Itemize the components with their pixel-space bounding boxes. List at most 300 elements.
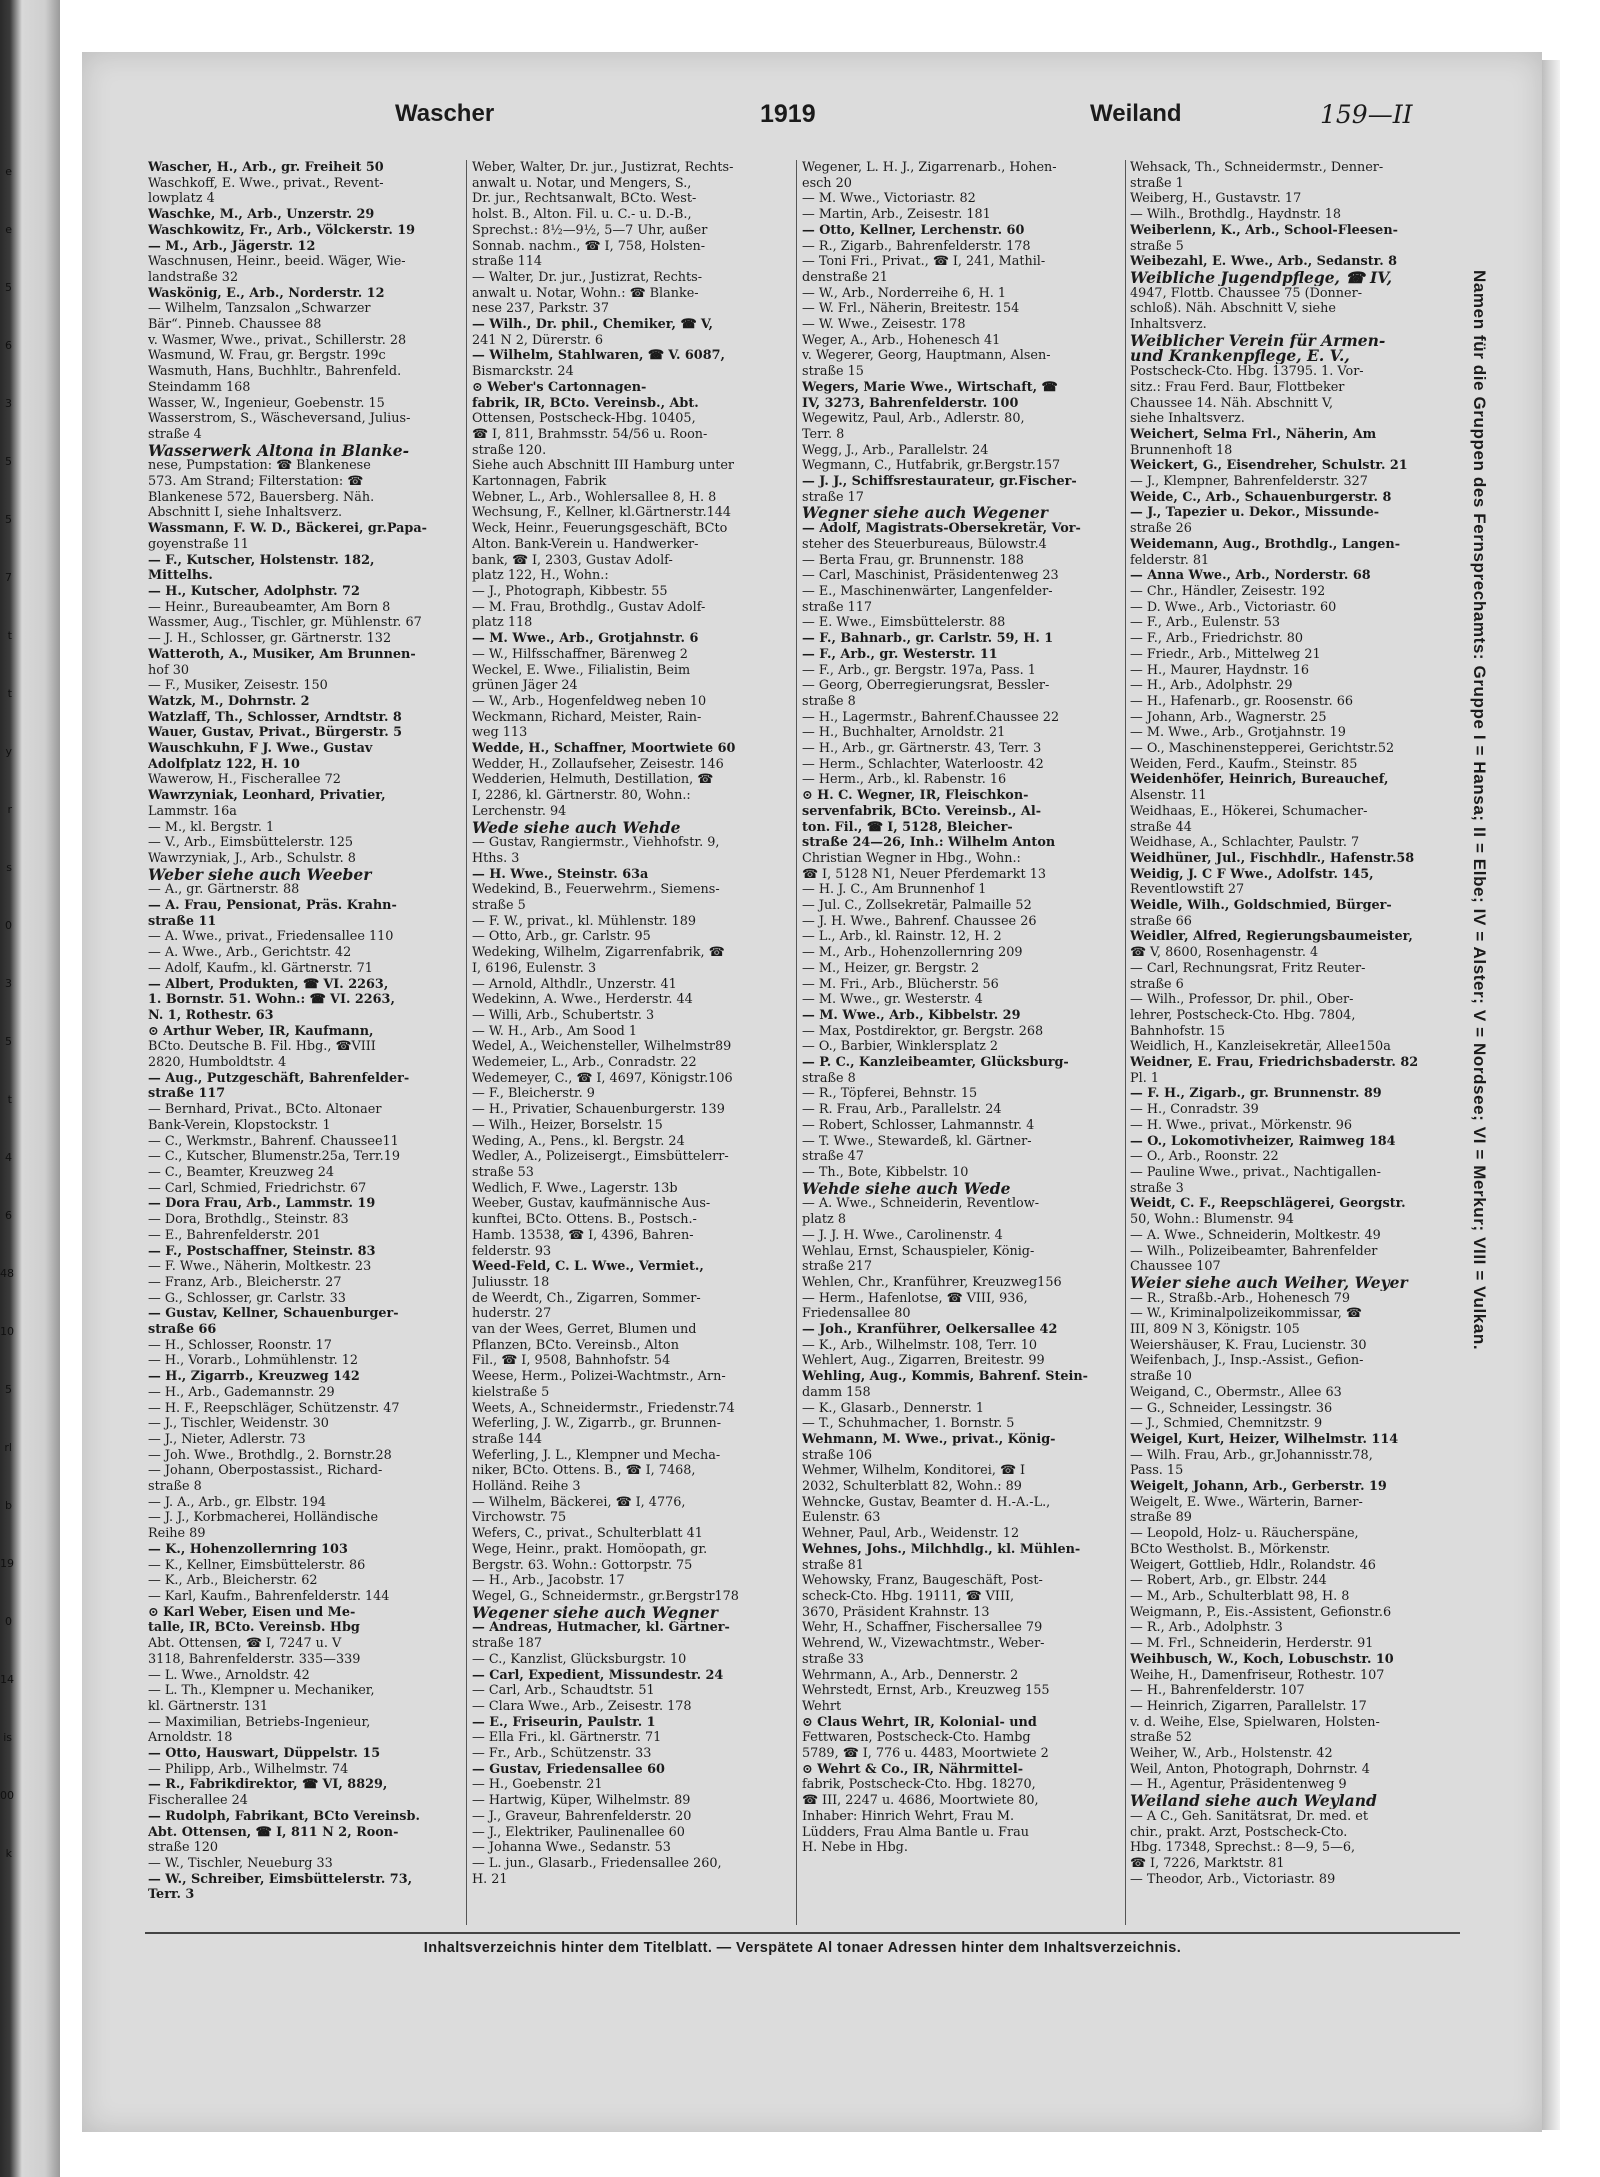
directory-entry: — O., Maschinenstepperei, Gerichtstr.52: [1130, 741, 1395, 757]
directory-entry: Abt. Ottensen, ☎ I, 811 N 2, Roon-: [148, 1824, 399, 1840]
directory-entry: straße 81: [802, 1557, 864, 1573]
directory-entry: I, 2286, kl. Gärtnerstr. 80, Wohn.:: [472, 788, 691, 804]
fragment-glyph: 5: [5, 513, 12, 526]
directory-entry: niker, BCto. Ottens. B., ☎ I, 7468,: [472, 1463, 696, 1479]
directory-entry: — Georg, Oberregierungsrat, Bessler-: [802, 678, 1050, 694]
directory-entry: straße 4: [148, 426, 202, 442]
fragment-glyph: b: [5, 1499, 12, 1512]
directory-entry: Wegner siehe auch Wegener: [802, 505, 1048, 522]
directory-entry: Pass. 15: [1130, 1463, 1184, 1479]
fragment-glyph: 5: [5, 455, 12, 468]
directory-entry: kl. Gärtnerstr. 131: [148, 1698, 269, 1714]
directory-entry: — Johann, Oberpostassist., Richard-: [148, 1463, 383, 1479]
directory-entry: Waskönig, E., Arb., Norderstr. 12: [148, 285, 385, 301]
directory-entry: — F. H., Zigarb., gr. Brunnenstr. 89: [1130, 1086, 1382, 1102]
directory-entry: — Carl, Maschinist, Präsidentenweg 23: [802, 568, 1059, 584]
directory-entry: — L. jun., Glasarb., Friedensallee 260,: [472, 1855, 722, 1871]
directory-entry: — Leopold, Holz- u. Räucherspäne,: [1130, 1526, 1359, 1542]
directory-entry: — Fr., Arb., Schützenstr. 33: [472, 1746, 652, 1762]
directory-entry: weg 113: [472, 725, 528, 741]
directory-entry: — Joh. Wwe., Brothdlg., 2. Bornstr.28: [148, 1447, 392, 1463]
directory-entry: Weidt, C. F., Reepschlägerei, Georgstr.: [1130, 1196, 1406, 1212]
directory-entry: Dr. jur., Rechtsanwalt, BCto. West-: [472, 191, 697, 207]
directory-entry: Waschkoff, E. Wwe., privat., Revent-: [148, 175, 384, 191]
column-1: [148, 160, 463, 1925]
directory-entry: — Herm., Arb., kl. Rabenstr. 16: [802, 772, 1007, 788]
directory-entry: Inhaber: Hinrich Wehrt, Frau M.: [802, 1808, 1015, 1824]
directory-entry: I, 6196, Eulenstr. 3: [472, 960, 597, 976]
directory-entry: straße 8: [148, 1479, 202, 1495]
directory-entry: Wedekinn, A. Wwe., Herderstr. 44: [472, 992, 693, 1008]
directory-entry: — O., Lokomotivheizer, Raimweg 184: [1130, 1133, 1396, 1149]
directory-entry: — Th., Bote, Kibbelstr. 10: [802, 1165, 969, 1180]
directory-entry: — M., Heizer, gr. Bergstr. 2: [802, 960, 980, 976]
fragment-glyph: t: [7, 629, 12, 642]
directory-entry: 2820, Humboldtstr. 4: [148, 1055, 287, 1071]
directory-entry: Wegers, Marie Wwe., Wirtschaft, ☎: [802, 379, 1058, 395]
directory-entry: — Friedr., Arb., Mittelweg 21: [1130, 646, 1321, 662]
directory-entry: Weding, A., Pens., kl. Bergstr. 24: [472, 1133, 685, 1149]
directory-entry: — A C., Geh. Sanitätsrat, Dr. med. et: [1130, 1808, 1368, 1824]
directory-entry: — E., Friseurin, Paulstr. 1: [472, 1714, 656, 1730]
directory-entry: straße 187: [472, 1636, 543, 1652]
directory-entry: — J., Klempner, Bahrenfelderstr. 327: [1130, 474, 1368, 490]
directory-entry: — Willi, Arb., Schubertstr. 3: [472, 1007, 655, 1023]
directory-entry: kunftei, BCto. Ottens. B., Postsch.-: [472, 1212, 697, 1228]
directory-entry: Wegel, G., Schneidermstr., gr.Bergstr178: [472, 1588, 739, 1604]
directory-entry: — Dora Frau, Arb., Lammstr. 19: [148, 1196, 376, 1212]
directory-entry: Reihe 89: [148, 1526, 206, 1542]
directory-entry: Weide, C., Arb., Schauenburgerstr. 8: [1130, 489, 1392, 505]
directory-entry: — J. J., Schiffsrestaurateur, gr.Fischer-: [802, 474, 1077, 490]
directory-entry: straße 120.: [472, 442, 547, 458]
directory-entry: fabrik, Postscheck-Cto. Hbg. 18270,: [802, 1777, 1036, 1793]
directory-entry: — F., Postschaffner, Steinstr. 83: [148, 1243, 376, 1259]
directory-entry: Alton. Bank-Verein u. Handwerker-: [472, 536, 699, 552]
directory-entry: — W., Arb., Norderreihe 6, H. 1: [802, 285, 1007, 301]
directory-entry: — M. Wwe., Victoriastr. 82: [802, 191, 976, 207]
directory-entry: straße 66: [148, 1322, 217, 1338]
directory-entry: — Philipp, Arb., Wilhelmstr. 74: [148, 1761, 349, 1777]
directory-entry: — Clara Wwe., Arb., Zeisestr. 178: [472, 1698, 692, 1714]
directory-entry: — H., Arb., gr. Gärtnerstr. 43, Terr. 3: [802, 741, 1042, 757]
directory-entry: — K., Glasarb., Dennerstr. 1: [802, 1400, 984, 1416]
directory-entry: Pflanzen, BCto. Vereinsb., Alton: [472, 1337, 679, 1353]
directory-entry: Wawrzyniak, J., Arb., Schulstr. 8: [148, 850, 356, 866]
fragment-glyph: 6: [5, 1209, 12, 1222]
fragment-glyph: 19: [0, 1557, 14, 1570]
directory-entry: Weidemann, Aug., Brothdlg., Langen-: [1130, 536, 1401, 552]
directory-entry: straße 117: [148, 1086, 226, 1102]
fragment-glyph: 48: [0, 1267, 14, 1280]
directory-entry: Weger, A., Arb., Hohenesch 41: [802, 332, 1001, 348]
directory-entry: — M. Frau, Brothdlg., Gustav Adolf-: [472, 599, 706, 615]
directory-entry: 3118, Bahrenfelderstr. 335—339: [148, 1651, 361, 1667]
directory-entry: — Martin, Arb., Zeisestr. 181: [802, 207, 991, 223]
directory-entry: — Wilhelm, Bäckerei, ☎ I, 4776,: [472, 1494, 686, 1510]
directory-entry: Weidner, E. Frau, Friedrichsbaderstr. 82: [1130, 1055, 1419, 1071]
directory-entry: — J., Graveur, Bahrenfelderstr. 20: [472, 1808, 692, 1824]
directory-entry: Wedderien, Helmuth, Destillation, ☎: [472, 772, 714, 788]
directory-entry: — R. Frau, Arb., Parallelstr. 24: [802, 1102, 1002, 1118]
directory-entry: huderstr. 27: [472, 1306, 552, 1322]
directory-entry: Wehlert, Aug., Zigarren, Breitestr. 99: [802, 1353, 1045, 1369]
directory-entry: — M., kl. Bergstr. 1: [148, 819, 275, 835]
directory-entry: Wasserstrom, S., Wäscheversand, Julius-: [148, 411, 411, 427]
directory-entry: Brunnenhoft 18: [1130, 442, 1233, 458]
fragment-glyph: 5: [5, 1035, 12, 1048]
directory-entry: Kartonnagen, Fabrik: [472, 474, 607, 490]
directory-entry: anwalt u. Notar, und Mengers, S.,: [472, 175, 692, 191]
header-first-entry: Wascher: [395, 100, 495, 127]
directory-entry: Weier siehe auch Weiher, Weyer: [1130, 1274, 1408, 1291]
directory-entry: Wasserwerk Altona in Blanke-: [148, 442, 410, 459]
directory-entry: — M. Wwe., Arb., Kibbelstr. 29: [802, 1007, 1021, 1023]
directory-entry: Sonnab. nachm., ☎ I, 758, Holsten-: [472, 238, 706, 254]
directory-entry: straße 120: [148, 1840, 219, 1856]
directory-entry: — F., Arb., gr. Westerstr. 11: [802, 646, 998, 662]
directory-entry: — J., Elektriker, Paulinenallee 60: [472, 1824, 685, 1840]
directory-entry: ⊙ H. C. Wegner, IR, Fleischkon-: [802, 788, 1029, 804]
directory-entry: — V., Arb., Eimsbüttelerstr. 125: [148, 835, 354, 851]
header-year: 1919: [760, 100, 816, 128]
directory-entry: Reventlowstift 27: [1130, 882, 1245, 898]
directory-entry: — M. Wwe., gr. Westerstr. 4: [802, 992, 983, 1008]
directory-entry: Inhaltsverz.: [1130, 317, 1207, 333]
directory-entry: — T. Wwe., Stewardeß, kl. Gärtner-: [802, 1133, 1032, 1149]
directory-entry: Wefers, C., privat., Schulterblatt 41: [472, 1526, 703, 1542]
fragment-glyph: 14: [0, 1673, 14, 1686]
directory-entry: Wassmer, Aug., Tischler, gr. Mühlenstr. 67: [148, 615, 422, 631]
directory-entry: Weidhaas, E., Hökerei, Schumacher-: [1130, 803, 1368, 819]
directory-entry: Eulenstr. 63: [802, 1510, 881, 1526]
directory-entry: Wauschkuhn, F J. Wwe., Gustav: [148, 741, 373, 757]
directory-entry: Wehncke, Gustav, Beamter d. H.-A.-L.,: [802, 1494, 1051, 1510]
directory-entry: — Arnold, Althdlr., Unzerstr. 41: [472, 976, 677, 992]
directory-entry: Weidenhöfer, Heinrich, Bureauchef,: [1130, 772, 1389, 788]
directory-entry: straße 11: [148, 913, 217, 929]
directory-entry: Friedensallee 80: [802, 1306, 911, 1322]
footer-divider: [145, 1932, 1460, 1934]
directory-entry: — A. Wwe., Schneiderin, Reventlow-: [802, 1196, 1040, 1212]
directory-entry: straße 144: [472, 1431, 543, 1447]
directory-entry: ton. Fil., ☎ I, 5128, Bleicher-: [802, 819, 1013, 835]
directory-entry: — M., Arb., Hohenzollernring 209: [802, 945, 1023, 961]
directory-entry: Wehnes, Johs., Milchhdlg., kl. Mühlen-: [802, 1541, 1081, 1557]
directory-entry: — Otto, Hauswart, Düppelstr. 15: [148, 1746, 381, 1762]
directory-entry: ⊙ Karl Weber, Eisen und Me-: [148, 1604, 356, 1620]
directory-entry: Virchowstr. 75: [472, 1510, 567, 1526]
directory-entry: ☎ V, 8600, Rosenhagenstr. 4: [1130, 945, 1319, 961]
column-divider: [466, 160, 467, 1925]
directory-entry: — H., Vorarb., Lohmühlenstr. 12: [148, 1353, 359, 1369]
directory-entry: Wedder, H., Zollaufseher, Zeisestr. 146: [472, 756, 724, 772]
directory-entry: 1. Bornstr. 51. Wohn.: ☎ VI. 2263,: [148, 992, 395, 1008]
directory-entry: — F., Arb., Friedrichstr. 80: [1130, 631, 1304, 647]
directory-entry: Weferling, J. L., Klempner und Mecha-: [472, 1447, 721, 1463]
directory-entry: — H. Wwe., Steinstr. 63a: [472, 866, 649, 882]
directory-entry: Fischerallee 24: [148, 1793, 248, 1809]
directory-entry: Weigelt, Johann, Arb., Gerberstr. 19: [1130, 1479, 1387, 1495]
directory-entry: Bergstr. 63. Wohn.: Gottorpstr. 75: [472, 1557, 693, 1573]
directory-entry: — T., Schuhmacher, 1. Bornstr. 5: [802, 1416, 1015, 1432]
directory-entry: anwalt u. Notar, Wohn.: ☎ Blanke-: [472, 285, 699, 301]
fragment-glyph: 3: [5, 977, 12, 990]
directory-entry: straße 10: [1130, 1369, 1192, 1385]
directory-entry: — H. Wwe., privat., Mörkenstr. 96: [1130, 1117, 1352, 1133]
directory-entry: Weferling, J. W., Zigarrb., gr. Brunnen-: [472, 1416, 722, 1432]
directory-entry: — H., Arb., Gademannstr. 29: [148, 1384, 335, 1400]
directory-entry: — H., Kutscher, Adolphstr. 72: [148, 583, 360, 599]
directory-entry: Weiershäuser, K. Frau, Lucienstr. 30: [1130, 1337, 1367, 1353]
directory-entry: schloß). Näh. Abschnitt V, siehe: [1130, 301, 1336, 317]
directory-entry: — F. Wwe., Näherin, Moltkestr. 23: [148, 1259, 372, 1275]
directory-entry: Adolfplatz 122, H. 10: [148, 756, 300, 772]
directory-entry: Wechsung, F., Kellner, kl.Gärtnerstr.144: [472, 505, 732, 521]
directory-entry: — Chr., Händler, Zeisestr. 192: [1130, 583, 1326, 599]
directory-entry: Weed-Feld, C. L. Wwe., Vermiet.,: [472, 1259, 704, 1275]
directory-entry: — J., Photograph, Kibbestr. 55: [472, 583, 668, 599]
directory-entry: — W., Kriminalpolizeikommissar, ☎: [1130, 1306, 1362, 1322]
directory-entry: BCto. Deutsche B. Fil. Hbg., ☎VIII: [148, 1039, 376, 1055]
directory-entry: servenfabrik, BCto. Vereinsb., Al-: [802, 803, 1042, 819]
directory-entry: Wede siehe auch Wehde: [472, 819, 681, 836]
directory-entry: Wehde siehe auch Wede: [802, 1180, 1011, 1197]
directory-entry: — K., Kellner, Eimsbüttelerstr. 86: [148, 1557, 366, 1573]
directory-entry: Watteroth, A., Musiker, Am Brunnen-: [148, 646, 416, 662]
directory-entry: v. Wegerer, Georg, Hauptmann, Alsen-: [802, 348, 1051, 364]
directory-entry: — F., Bahnarb., gr. Carlstr. 59, H. 1: [802, 631, 1054, 647]
directory-entry: straße 89: [1130, 1510, 1192, 1526]
directory-entry: Ottensen, Postscheck-Hbg. 10405,: [472, 411, 696, 427]
directory-entry: lowplatz 4: [148, 191, 215, 207]
directory-entry: Terr. 3: [148, 1887, 195, 1903]
directory-entry: Wauer, Gustav, Privat., Bürgerstr. 5: [148, 725, 403, 741]
directory-entry: Weihe, H., Damenfriseur, Rothestr. 107: [1130, 1667, 1385, 1683]
directory-entry: N. 1, Rothestr. 63: [148, 1007, 274, 1023]
directory-entry: H. 21: [472, 1871, 508, 1887]
directory-entry: straße 5: [472, 898, 526, 914]
directory-entry: — Dora, Brothdlg., Steinstr. 83: [148, 1212, 349, 1228]
directory-entry: — W. H., Arb., Am Sood 1: [472, 1023, 638, 1039]
fragment-glyph: 6: [5, 339, 12, 352]
directory-entry: — J. H., Schlosser, gr. Gärtnerstr. 132: [148, 631, 392, 647]
directory-entry: — L., Arb., kl. Rainstr. 12, H. 2: [802, 929, 1002, 945]
directory-entry: Weihbusch, W., Koch, Lobuschstr. 10: [1130, 1651, 1394, 1667]
directory-entry: — H., Lagermstr., Bahrenf.Chaussee 22: [802, 709, 1060, 725]
directory-entry: Weeber, Gustav, kaufmännische Aus-: [472, 1196, 711, 1212]
directory-entry: nese 237, Parkstr. 37: [472, 301, 609, 317]
directory-entry: — M. Wwe., Arb., Grotjahnstr. 19: [1130, 725, 1346, 741]
directory-entry: Weigel, Kurt, Heizer, Wilhelmstr. 114: [1130, 1431, 1399, 1447]
directory-entry: v. d. Weihe, Else, Spielwaren, Holsten-: [1130, 1714, 1380, 1730]
directory-entry: Waschke, M., Arb., Unzerstr. 29: [148, 207, 375, 223]
fragment-glyph: r: [7, 803, 12, 816]
fragment-glyph: s: [6, 861, 12, 874]
directory-entry: Wedel, A., Weichensteller, Wilhelmstr89: [472, 1039, 732, 1055]
directory-entry: Bär“. Pinneb. Chaussee 88: [148, 317, 322, 333]
directory-entry: — Andreas, Hutmacher, kl. Gärtner-: [472, 1620, 730, 1636]
directory-entry: denstraße 21: [802, 269, 888, 285]
directory-entry: Wehlau, Ernst, Schauspieler, König-: [802, 1243, 1035, 1259]
directory-entry: — Theodor, Arb., Victoriastr. 89: [1130, 1871, 1336, 1887]
directory-entry: Wegener, L. H. J., Zigarrenarb., Hohen-: [802, 160, 1057, 175]
directory-entry: Hamb. 13538, ☎ I, 4396, Bahren-: [472, 1227, 694, 1243]
directory-entry: Chaussee 14. Näh. Abschnitt V,: [1130, 395, 1334, 411]
directory-entry: Weiden, Ferd., Kaufm., Steinstr. 85: [1130, 756, 1358, 772]
directory-entry: — H., Arb., Jacobstr. 17: [472, 1573, 625, 1589]
directory-entry: talle, IR, BCto. Vereinsb. Hbg: [148, 1620, 360, 1636]
directory-entry: — O., Arb., Roonstr. 22: [1130, 1149, 1279, 1165]
directory-entry: — M., Arb., Jägerstr. 12: [148, 238, 316, 254]
directory-entry: — F., Bleicherstr. 9: [472, 1086, 595, 1102]
directory-entry: — Gustav, Kellner, Schauenburger-: [148, 1306, 399, 1322]
directory-entry: — Maximilian, Betriebs-Ingenieur,: [148, 1714, 371, 1730]
directory-entry: Weigelt, E. Wwe., Wärterin, Barner-: [1130, 1494, 1363, 1510]
directory-entry: — Heinrich, Zigarren, Parallelstr. 17: [1130, 1698, 1367, 1714]
directory-entry: — C., Werkmstr., Bahrenf. Chaussee11: [148, 1133, 399, 1149]
directory-entry: de Weerdt, Ch., Zigarren, Sommer-: [472, 1290, 701, 1306]
directory-entry: v. Wasmer, Wwe., privat., Schillerstr. 28: [148, 332, 407, 348]
directory-entry: — Pauline Wwe., privat., Nachtigallen-: [1130, 1165, 1381, 1180]
directory-entry: — M. Frl., Schneiderin, Herderstr. 91: [1130, 1636, 1374, 1652]
directory-entry: ☎ I, 7226, Marktstr. 81: [1130, 1855, 1285, 1871]
directory-entry: straße 15: [802, 364, 864, 380]
directory-entry: fabrik, IR, BCto. Vereinsb., Abt.: [472, 395, 699, 411]
directory-entry: sitz.: Frau Ferd. Baur, Flottbeker: [1130, 379, 1345, 395]
directory-entry: Holländ. Reihe 3: [472, 1479, 581, 1495]
directory-entry: — A. Wwe., Arb., Gerichtstr. 42: [148, 945, 352, 961]
directory-entry: — G., Schlosser, gr. Carlstr. 33: [148, 1290, 346, 1306]
directory-entry: — W. Frl., Näherin, Breitestr. 154: [802, 301, 1020, 317]
directory-entry: straße 117: [802, 599, 873, 615]
directory-entry: — M. Wwe., Arb., Grotjahnstr. 6: [472, 631, 699, 647]
directory-entry: — F., Kutscher, Holstenstr. 182,: [148, 552, 375, 568]
directory-entry: Wehner, Paul, Arb., Weidenstr. 12: [802, 1526, 1020, 1542]
directory-entry: Wehrend, W., Vizewachtmstr., Weber-: [802, 1636, 1045, 1652]
directory-entry: — Albert, Produkten, ☎ VI. 2263,: [148, 976, 389, 992]
directory-entry: — Wilh., Dr. phil., Chemiker, ☎ V,: [472, 317, 714, 333]
directory-entry: Weck, Heinr., Feuerungsgeschäft, BCto: [472, 521, 728, 537]
directory-entry: straße 8: [802, 1070, 856, 1086]
directory-entry: ⊙ Arthur Weber, IR, Kaufmann,: [148, 1023, 374, 1039]
directory-entry: Abschnitt I, siehe Inhaltsverz.: [148, 505, 343, 521]
directory-entry: — A. Frau, Pensionat, Präs. Krahn-: [148, 898, 397, 914]
directory-entry: — Carl, Rechnungsrat, Fritz Reuter-: [1130, 960, 1366, 976]
directory-entry: Wehrmann, A., Arb., Dennerstr. 2: [802, 1667, 1019, 1683]
directory-entry: Wegg, J., Arb., Parallelstr. 24: [802, 442, 989, 458]
column-divider: [1125, 160, 1126, 1925]
directory-entry: — Franz, Arb., Bleicherstr. 27: [148, 1274, 342, 1290]
directory-entry: — J. A., Arb., gr. Elbstr. 194: [148, 1494, 326, 1510]
directory-entry: damm 158: [802, 1384, 871, 1400]
directory-entry: Weifenbach, J., Insp.-Assist., Gefion-: [1130, 1353, 1364, 1369]
directory-entry: — Toni Fri., Privat., ☎ I, 241, Mathil-: [802, 254, 1046, 270]
directory-entry: — Wilh., Brothdlg., Haydnstr. 18: [1130, 207, 1342, 223]
directory-entry: — K., Arb., Bleicherstr. 62: [148, 1573, 318, 1589]
directory-entry: — W., Hilfsschaffner, Bärenweg 2: [472, 646, 688, 662]
directory-entry: Wegmann, C., Hutfabrik, gr.Bergstr.157: [802, 458, 1061, 474]
directory-entry: chir., prakt. Arzt, Postscheck-Cto.: [1130, 1824, 1348, 1840]
column-3: [802, 160, 1120, 1925]
directory-entry: — Herm., Schlachter, Waterloostr. 42: [802, 756, 1044, 772]
directory-entry: straße 17: [802, 489, 864, 505]
directory-entry: platz 122, H., Wohn.:: [472, 568, 609, 584]
directory-entry: Wasmuth, Hans, Buchhltr., Bahrenfeld.: [148, 364, 402, 380]
directory-entry: — D. Wwe., Arb., Victoriastr. 60: [1130, 599, 1337, 615]
directory-entry: Watzk, M., Dohrnstr. 2: [148, 693, 310, 709]
directory-entry: bank, ☎ I, 2303, Gustav Adolf-: [472, 552, 673, 568]
directory-entry: Wehmer, Wilhelm, Konditorei, ☎ I: [802, 1463, 1026, 1479]
directory-entry: — F., Arb., gr. Bergstr. 197a, Pass. 1: [802, 662, 1036, 678]
directory-entry: ⊙ Weber's Cartonnagen-: [472, 379, 647, 395]
directory-entry: — H., Maurer, Haydnstr. 16: [1130, 662, 1310, 678]
directory-entry: Wedler, A., Polizeisergt., Eimsbüttelerr-: [472, 1149, 729, 1165]
directory-entry: — J., Nieter, Adlerstr. 73: [148, 1431, 306, 1447]
directory-entry: 2032, Schulterblatt 82, Wohn.: 89: [802, 1479, 1022, 1495]
directory-entry: Waschnusen, Heinr., beeid. Wäger, Wie-: [148, 254, 406, 270]
directory-entry: — C., Kanzlist, Glücksburgstr. 10: [472, 1651, 687, 1667]
directory-entry: — Walter, Dr. jur., Justizrat, Rechts-: [472, 269, 703, 285]
directory-entry: straße 217: [802, 1259, 873, 1275]
directory-entry: — R., Fabrikdirektor, ☎ VI, 8829,: [148, 1777, 388, 1793]
directory-entry: — H. F., Reepschläger, Schützenstr. 47: [148, 1400, 400, 1416]
directory-entry: Wedde, H., Schaffner, Moortwiete 60: [472, 741, 736, 757]
directory-entry: — W. Wwe., Zeisestr. 178: [802, 317, 966, 333]
directory-entry: Lerchenstr. 94: [472, 803, 567, 819]
directory-entry: — A. Wwe., Schneiderin, Moltkestr. 49: [1130, 1227, 1381, 1243]
directory-entry: Weber, Walter, Dr. jur., Justizrat, Rechts-: [472, 160, 734, 175]
directory-entry: Alsenstr. 11: [1130, 788, 1207, 804]
directory-entry: Hths. 3: [472, 850, 520, 866]
directory-entry: Weibezahl, E. Wwe., Arb., Sedanstr. 8: [1130, 254, 1398, 270]
header-last-entry: Weiland: [1090, 100, 1182, 127]
directory-entry: lehrer, Postscheck-Cto. Hbg. 7804,: [1130, 1007, 1356, 1023]
directory-entry: Wehrt: [802, 1698, 842, 1714]
fragment-glyph: t: [7, 687, 12, 700]
directory-entry: — W., Tischler, Neueburg 33: [148, 1855, 333, 1871]
fragment-glyph: k: [5, 1847, 12, 1860]
directory-entry: — Max, Postdirektor, gr. Bergstr. 268: [802, 1023, 1044, 1039]
directory-entry: — E., Maschinenwärter, Langenfelder-: [802, 583, 1053, 599]
fragment-glyph: 5: [5, 281, 12, 294]
directory-entry: Postscheck-Cto. Hbg. 13795. 1. Vor-: [1130, 364, 1364, 380]
directory-entry: straße 6: [1130, 976, 1184, 992]
directory-entry: — E., Bahrenfelderstr. 201: [148, 1227, 321, 1243]
directory-entry: ☎ III, 2247 u. 4686, Moortwiete 80,: [802, 1793, 1039, 1809]
directory-entry: 573. Am Strand; Filterstation: ☎: [148, 474, 364, 490]
directory-entry: — W., Schreiber, Eimsbüttelerstr. 73,: [148, 1871, 413, 1887]
directory-entry: — R., Arb., Adolphstr. 3: [1130, 1620, 1283, 1636]
directory-entry: — J., Tischler, Weidenstr. 30: [148, 1416, 329, 1432]
directory-entry: — Heinr., Bureaubeamter, Am Born 8: [148, 599, 391, 615]
directory-entry: Wegewitz, Paul, Arb., Adlerstr. 80,: [802, 411, 1025, 427]
fragment-glyph: t: [7, 1093, 12, 1106]
directory-entry: — Wilh., Polizeibeamter, Bahrenfelder: [1130, 1243, 1378, 1259]
directory-entry: — Berta Frau, gr. Brunnenstr. 188: [802, 552, 1024, 568]
fragment-glyph: 4: [5, 1151, 12, 1164]
directory-entry: Siehe auch Abschnitt III Hamburg unter: [472, 458, 735, 474]
directory-entry: — Robert, Schlosser, Lahmannstr. 4: [802, 1117, 1035, 1133]
directory-entry: Hbg. 17348, Sprechst.: 8—9, 5—6,: [1130, 1840, 1356, 1856]
directory-entry: 50, Wohn.: Blumenstr. 94: [1130, 1212, 1294, 1228]
directory-entry: siehe Inhaltsverz.: [1130, 411, 1245, 427]
directory-entry: landstraße 32: [148, 269, 239, 285]
directory-entry: straße 24—26, Inh.: Wilhelm Anton: [802, 835, 1056, 851]
directory-entry: Wedekind, B., Feuerwehrm., Siemens-: [472, 882, 720, 898]
directory-entry: ⊙ Claus Wehrt, IR, Kolonial- und: [802, 1714, 1037, 1730]
directory-entry: Webner, L., Arb., Wohlersallee 8, H. 8: [472, 489, 717, 505]
